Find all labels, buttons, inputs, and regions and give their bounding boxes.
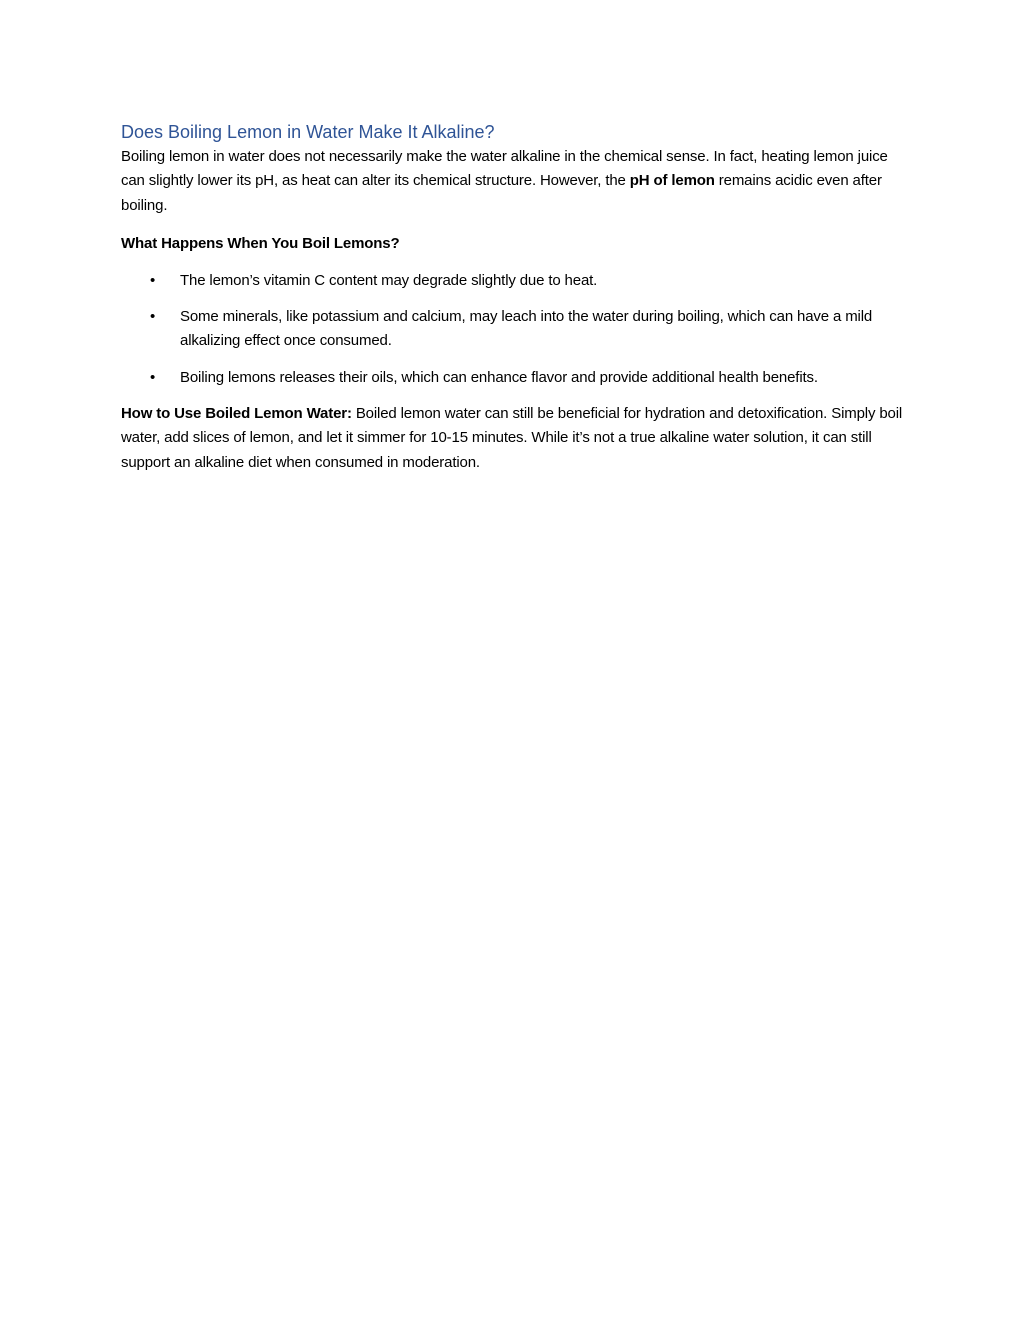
bullet-list bbox=[121, 269, 911, 390]
list-item bbox=[121, 366, 911, 390]
bullet-icon: • bbox=[150, 308, 156, 326]
intro-text-before: Boiling lemon in water does not necessarily make the water alkaline in the chemical sense. In fact, heating lemon juice can slightly lower its pH, as heat can alter its chemical structure. However, the bbox=[121, 148, 888, 190]
page-title: Does Boiling Lemon in Water Make It Alkaline? bbox=[121, 122, 495, 142]
list-item bbox=[121, 269, 911, 293]
bullet-icon: • bbox=[150, 368, 156, 386]
section-subheading: What Happens When You Boil Lemons? bbox=[121, 234, 400, 252]
howto-paragraph bbox=[121, 402, 911, 475]
list-item bbox=[121, 305, 911, 354]
howto-text: Boiled lemon water can still be beneficial for hydration and detoxification. Simply boil water, add slices of lemon, and let it simmer for 10-15 minutes. While it’s not a true alkaline water solution, it can still support an alkaline diet when consumed in moderation. bbox=[121, 405, 903, 471]
intro-paragraph bbox=[121, 145, 911, 218]
intro-bold-term: pH of lemon bbox=[629, 172, 715, 190]
howto-label: How to Use Boiled Lemon Water: bbox=[121, 405, 352, 423]
list-item-text: Some minerals, like potassium and calcium, may leach into the water during boiling, which can have a mild alkalizing effect once consumed. bbox=[180, 308, 873, 350]
bullet-icon: • bbox=[150, 271, 156, 289]
list-item-text: Boiling lemons releases their oils, which can enhance flavor and provide additional health benefits. bbox=[180, 368, 818, 386]
intro-text-after: remains acidic even after boiling. bbox=[121, 172, 882, 214]
list-item-text: The lemon’s vitamin C content may degrade slightly due to heat. bbox=[180, 271, 598, 289]
document-page bbox=[121, 119, 911, 475]
